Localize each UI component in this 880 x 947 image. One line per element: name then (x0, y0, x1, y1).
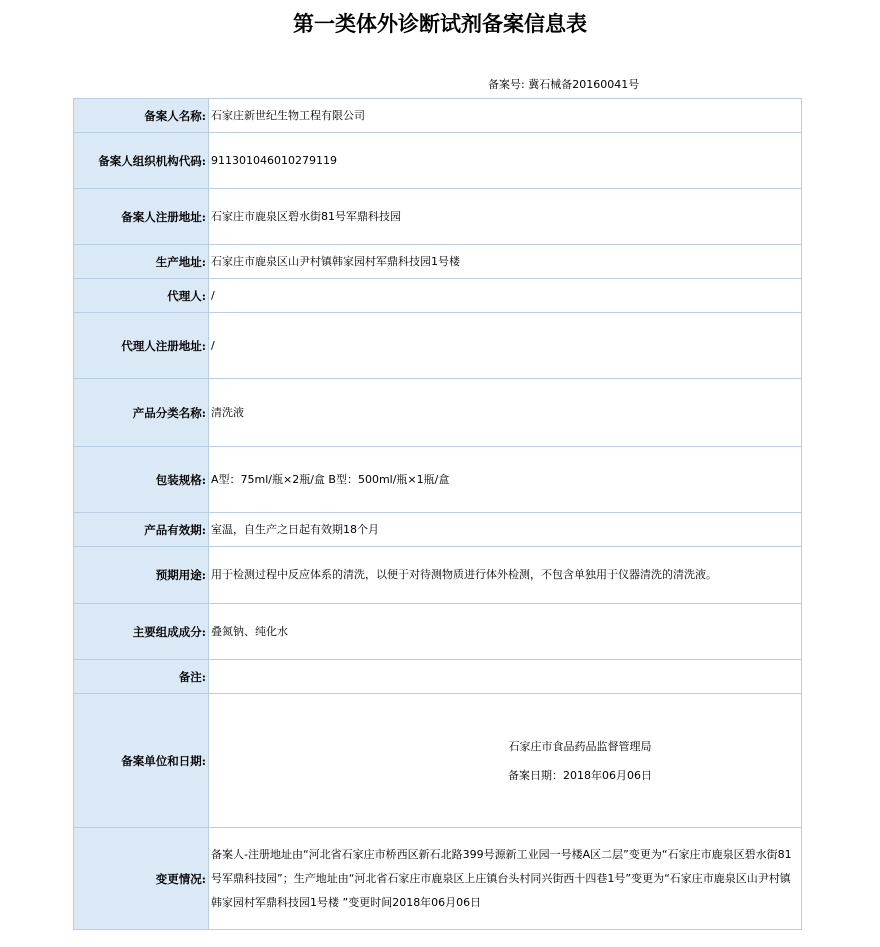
filing-date: 备案日期：2018年06月06日 (508, 768, 652, 782)
field-label: 产品有效期: (74, 513, 209, 547)
field-label: 预期用途: (74, 547, 209, 604)
field-label: 备注: (74, 660, 209, 694)
table-row (74, 447, 802, 513)
table-row (74, 133, 802, 189)
field-value: 叠氮钠、纯化水 (209, 604, 802, 660)
field-value: A型：75ml/瓶×2瓶/盒 B型：500ml/瓶×1瓶/盒 (209, 447, 802, 513)
table-row (74, 604, 802, 660)
field-value: 911301046010279119 (209, 133, 802, 189)
table-row (74, 828, 802, 930)
field-label: 备案人组织机构代码: (74, 133, 209, 189)
field-value (209, 660, 802, 694)
table-row (74, 379, 802, 447)
field-label: 变更情况: (74, 828, 209, 930)
field-value: 室温，自生产之日起有效期18个月 (209, 513, 802, 547)
field-value: 清洗液 (209, 379, 802, 447)
filing-unit-cell (209, 694, 802, 828)
table-row (74, 660, 802, 694)
table-row (74, 279, 802, 313)
table-row (74, 245, 802, 279)
field-value: 石家庄市鹿泉区山尹村镇韩家园村军鼎科技园1号楼 (209, 245, 802, 279)
field-value: / (209, 279, 802, 313)
table-row (74, 513, 802, 547)
table-row (74, 313, 802, 379)
page-title: 第一类体外诊断试剂备案信息表 (293, 11, 587, 36)
field-label: 代理人注册地址: (74, 313, 209, 379)
field-value: / (209, 313, 802, 379)
field-label: 备案单位和日期: (74, 694, 209, 828)
filing-unit: 石家庄市食品药品监督管理局 (508, 739, 652, 753)
field-label: 包装规格: (74, 447, 209, 513)
table-row (74, 694, 802, 828)
field-value: 石家庄新世纪生物工程有限公司 (209, 99, 802, 133)
field-value: 备案人-注册地址由“河北省石家庄市桥西区新石北路399号源新工业园一号楼A区二层”变更为“石家庄市鹿泉区碧水街81号军鼎科技园”；生产地址由“河北省石家庄市鹿泉区上庄镇台头村同兴街西十四巷1号”变更为“石家庄市鹿泉区山尹村镇韩家园村军鼎科技园1号楼 ”变更时间2018年06月06日 (209, 828, 802, 930)
field-value: 石家庄市鹿泉区碧水街81号军鼎科技园 (209, 189, 802, 245)
table-row (74, 547, 802, 604)
field-label: 备案人名称: (74, 99, 209, 133)
field-label: 代理人: (74, 279, 209, 313)
field-label: 产品分类名称: (74, 379, 209, 447)
field-label: 生产地址: (74, 245, 209, 279)
record-number: 备案号: 冀石械备20160041号 (488, 78, 640, 91)
field-label: 主要组成成分: (74, 604, 209, 660)
field-value: 用于检测过程中反应体系的清洗，以便于对待测物质进行体外检测，不包含单独用于仪器清洗的清洗液。 (209, 547, 802, 604)
table-row (74, 189, 802, 245)
table-row (74, 99, 802, 133)
info-table (73, 98, 802, 930)
field-label: 备案人注册地址: (74, 189, 209, 245)
